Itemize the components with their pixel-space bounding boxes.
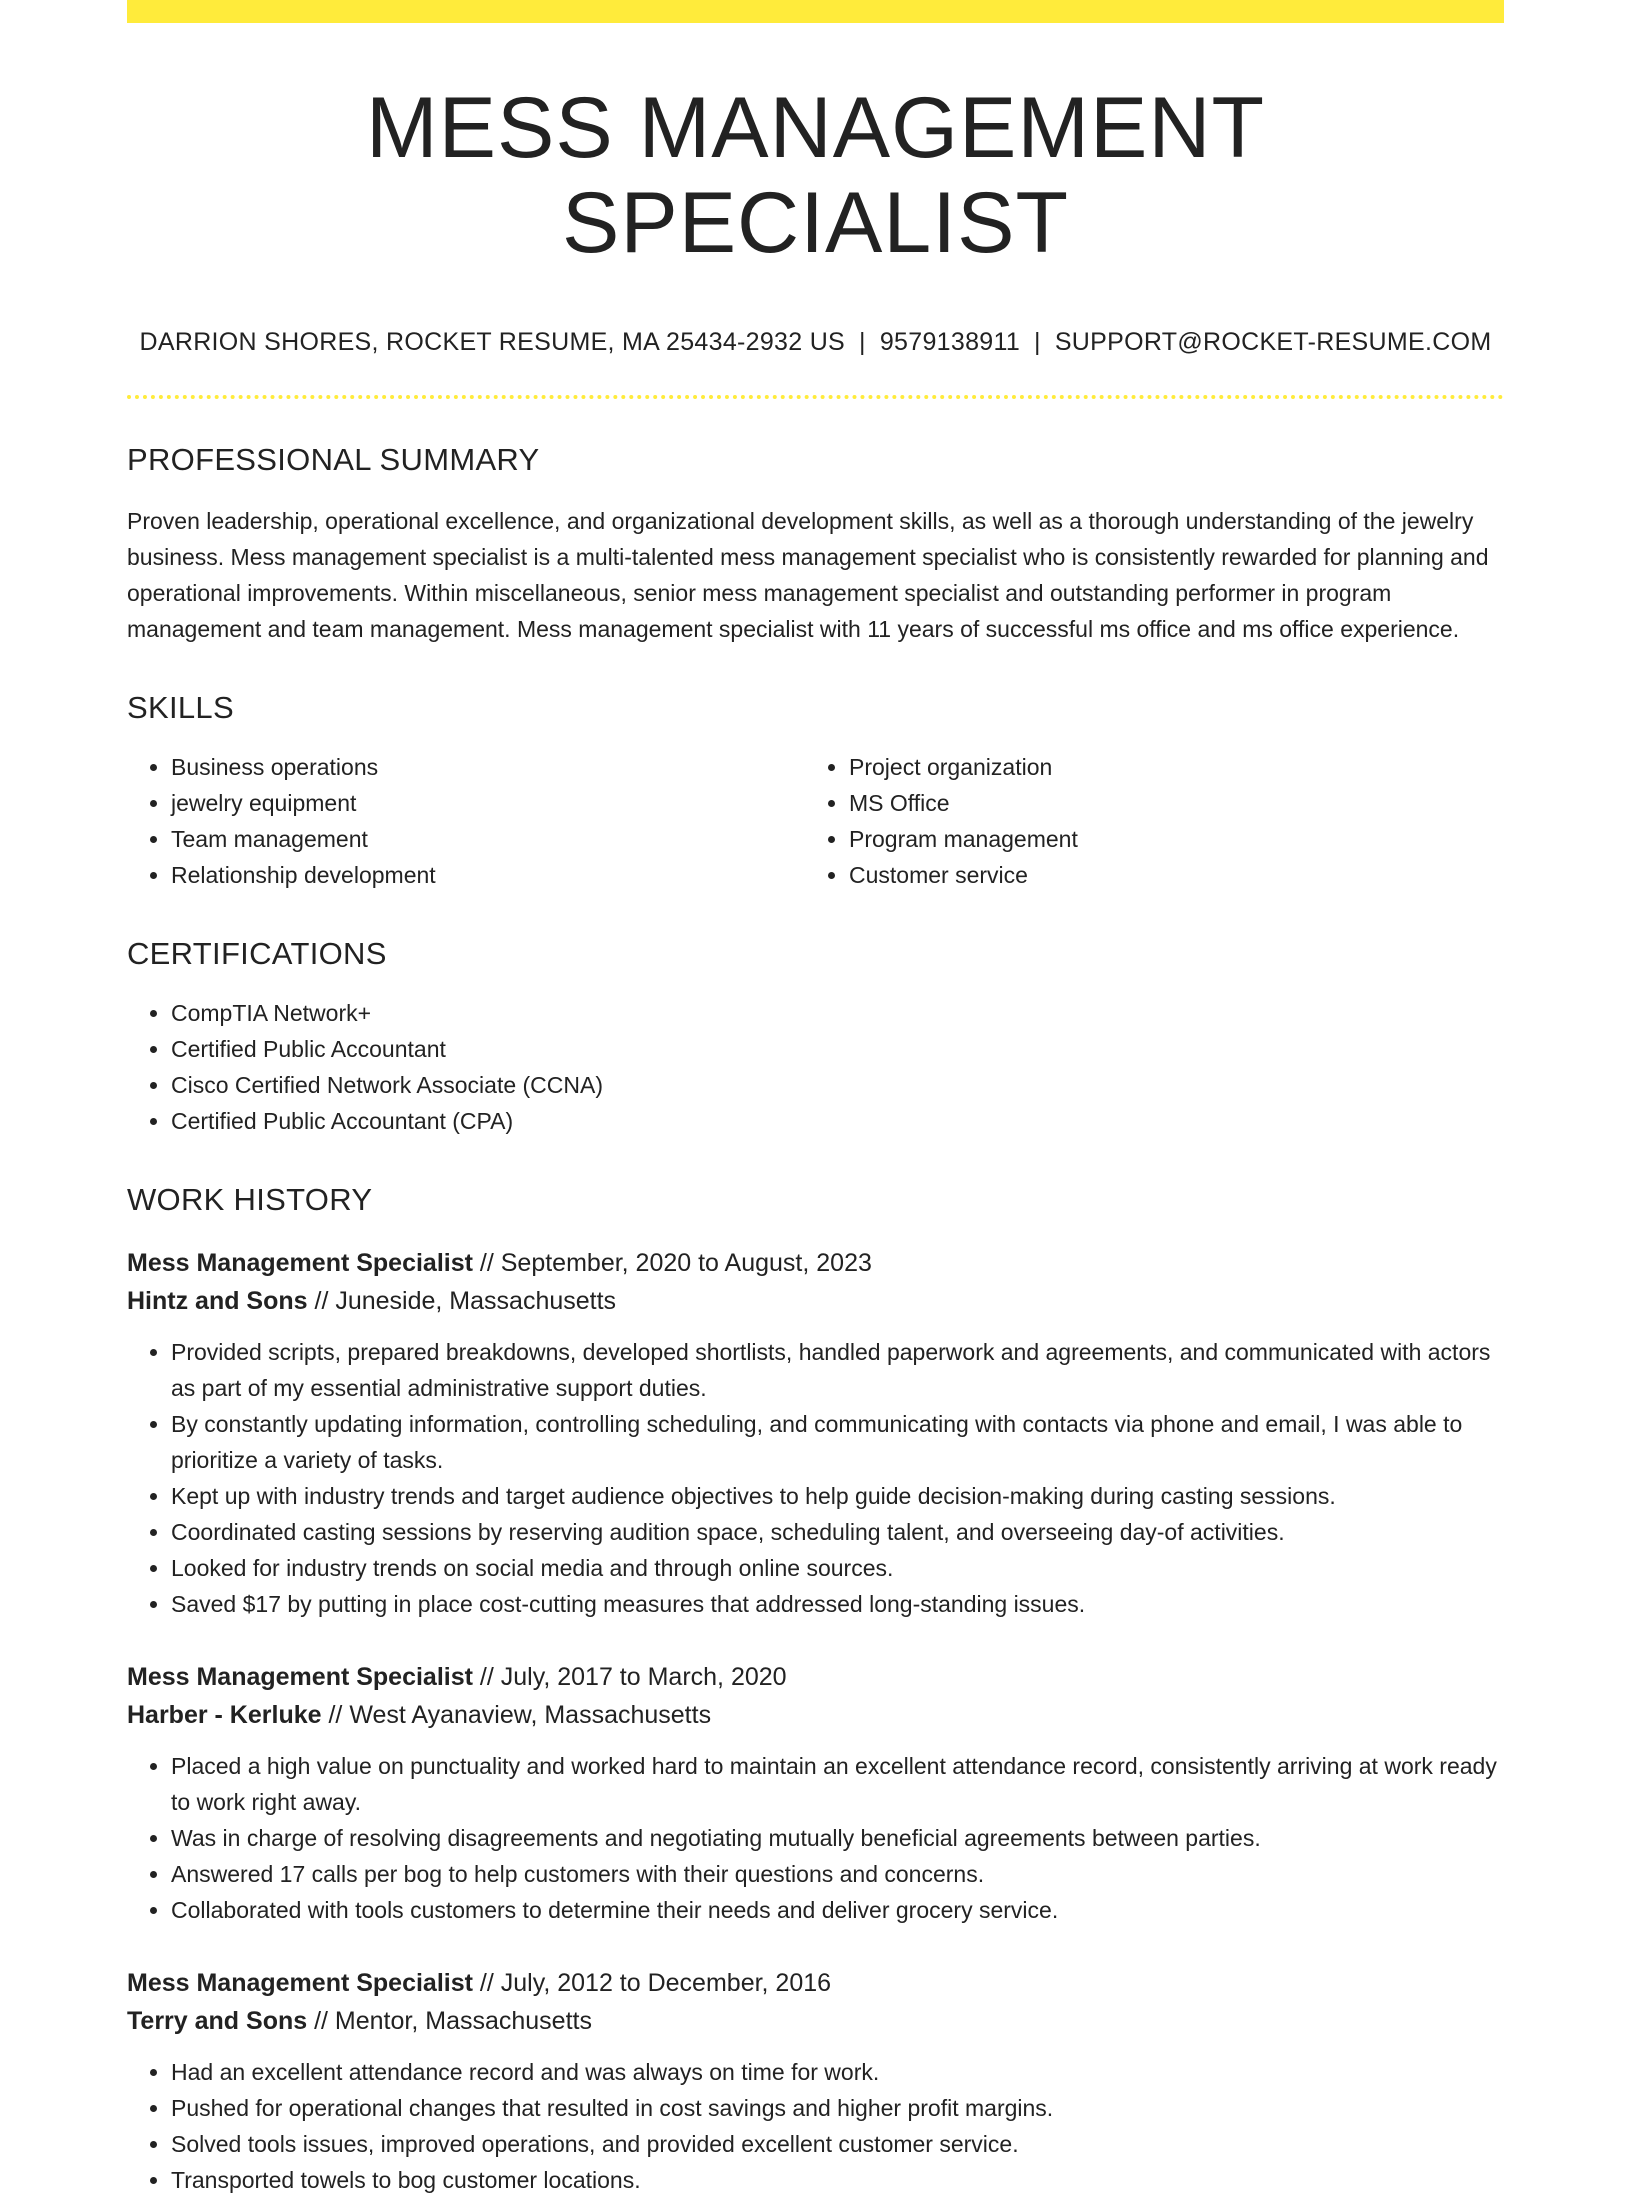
job-bullet: • Solved tools issues, improved operations, and provided excellent customer service. (171, 2126, 1504, 2162)
job-dates: // September, 2020 to August, 2023 (472, 1248, 872, 1277)
job-entry (127, 1244, 1504, 1622)
job-bullet: • Had an excellent attendance record and was always on time for work. (171, 2054, 1504, 2090)
work-history-heading: WORK HISTORY (127, 1182, 373, 1218)
job-dates: // July, 2017 to March, 2020 (472, 1662, 787, 1691)
certification-item: • Certified Public Accountant (171, 1031, 1504, 1067)
skill-item: • Relationship development (171, 857, 805, 893)
job-dates: // July, 2012 to December, 2016 (472, 1968, 832, 1997)
certifications-list (127, 995, 1504, 1139)
skill-item: • jewelry equipment (171, 785, 805, 821)
job-company-line (127, 1696, 1504, 1734)
job-bullet: • Pushed for operational changes that resulted in cost savings and higher profit margins. (171, 2090, 1504, 2126)
job-location: // West Ayanaview, Massachusetts (321, 1700, 712, 1729)
job-company-line (127, 1282, 1504, 1320)
job-location: // Mentor, Massachusetts (307, 2006, 592, 2035)
job-bullet: • Looked for industry trends on social media and through online sources. (171, 1550, 1504, 1586)
job-role: Mess Management Specialist (127, 1662, 473, 1691)
dotted-divider (127, 395, 1504, 399)
certifications-section (127, 937, 1504, 1139)
skills-heading: SKILLS (127, 690, 234, 726)
skill-item: • Business operations (171, 749, 805, 785)
resume-page (127, 0, 1504, 2198)
skill-item: • Program management (849, 821, 1483, 857)
job-bullet: • Kept up with industry trends and target audience objectives to help guide decision-making during casting sessions. (171, 1478, 1504, 1514)
summary-heading: PROFESSIONAL SUMMARY (127, 442, 540, 478)
job-company: Terry and Sons (127, 2006, 308, 2035)
skill-item: • Team management (171, 821, 805, 857)
certification-item: • CompTIA Network+ (171, 995, 1504, 1031)
job-title-line (127, 1658, 1504, 1696)
accent-top-bar (127, 0, 1504, 23)
certifications-heading: CERTIFICATIONS (127, 936, 387, 972)
skills-grid (127, 749, 1504, 893)
contact-separator: | (1034, 328, 1041, 357)
contact-address: DARRION SHORES, ROCKET RESUME, MA 25434-2932 US (139, 328, 846, 357)
contact-separator: | (859, 328, 866, 357)
summary-section (127, 443, 1504, 647)
skills-section (127, 691, 1504, 893)
contact-line (127, 328, 1504, 357)
job-company: Hintz and Sons (127, 1286, 308, 1315)
job-bullet: • Saved $17 by putting in place cost-cutting measures that addressed long-standing issues. (171, 1586, 1504, 1622)
job-bullets (127, 2054, 1504, 2198)
certification-item: • Certified Public Accountant (CPA) (171, 1103, 1504, 1139)
skill-item: • MS Office (849, 785, 1483, 821)
job-bullet: • Transported towels to bog customer locations. (171, 2162, 1504, 2198)
job-entry (127, 1658, 1504, 1928)
job-bullets (127, 1334, 1504, 1622)
skill-item: • Project organization (849, 749, 1483, 785)
certification-item: • Cisco Certified Network Associate (CCNA) (171, 1067, 1504, 1103)
skills-left-list (127, 749, 805, 893)
skills-right-list (805, 749, 1483, 893)
job-bullet: • Was in charge of resolving disagreements and negotiating mutually beneficial agreements between parties. (171, 1820, 1504, 1856)
job-bullet: • Coordinated casting sessions by reserving audition space, scheduling talent, and overseeing day-of activities. (171, 1514, 1504, 1550)
job-role: Mess Management Specialist (127, 1968, 473, 1997)
job-role: Mess Management Specialist (127, 1248, 473, 1277)
job-company-line (127, 2002, 1504, 2040)
job-bullet: • Collaborated with tools customers to determine their needs and deliver grocery service. (171, 1892, 1504, 1928)
resume-name: MESS MANAGEMENT SPECIALIST (366, 80, 1265, 271)
job-bullet: • By constantly updating information, controlling scheduling, and communicating with contacts via phone and email, I was able to prioritize a variety of tasks. (171, 1406, 1504, 1478)
summary-text: Proven leadership, operational excellence, and organizational development skills, as well as a thorough understanding of the jewelry business. Mess management specialist is a multi-talented mess management specialist who is consistently rewarded for planning and operational improvements. Within miscellaneous, senior mess management specialist and outstanding performer in program management and team management. Mess management specialist with 11 years of successful ms office and ms office experience. (127, 508, 1489, 643)
job-bullet: • Answered 17 calls per bog to help customers with their questions and concerns. (171, 1856, 1504, 1892)
job-bullet: • Placed a high value on punctuality and worked hard to maintain an excellent attendance record, consistently arriving at work ready to work right away. (171, 1748, 1504, 1820)
job-entry (127, 1964, 1504, 2198)
work-history-section (127, 1183, 1504, 2197)
job-bullets (127, 1748, 1504, 1928)
contact-email: SUPPORT@ROCKET-RESUME.COM (1054, 328, 1492, 357)
job-company: Harber - Kerluke (127, 1700, 322, 1729)
job-location: // Juneside, Massachusetts (307, 1286, 617, 1315)
job-title-line (127, 1244, 1504, 1282)
job-title-line (127, 1964, 1504, 2002)
contact-phone: 9579138911 (879, 328, 1021, 357)
skill-item: • Customer service (849, 857, 1483, 893)
job-bullet: • Provided scripts, prepared breakdowns, developed shortlists, handled paperwork and agreements, and communicated with actors as part of my essential administrative support duties. (171, 1334, 1504, 1406)
